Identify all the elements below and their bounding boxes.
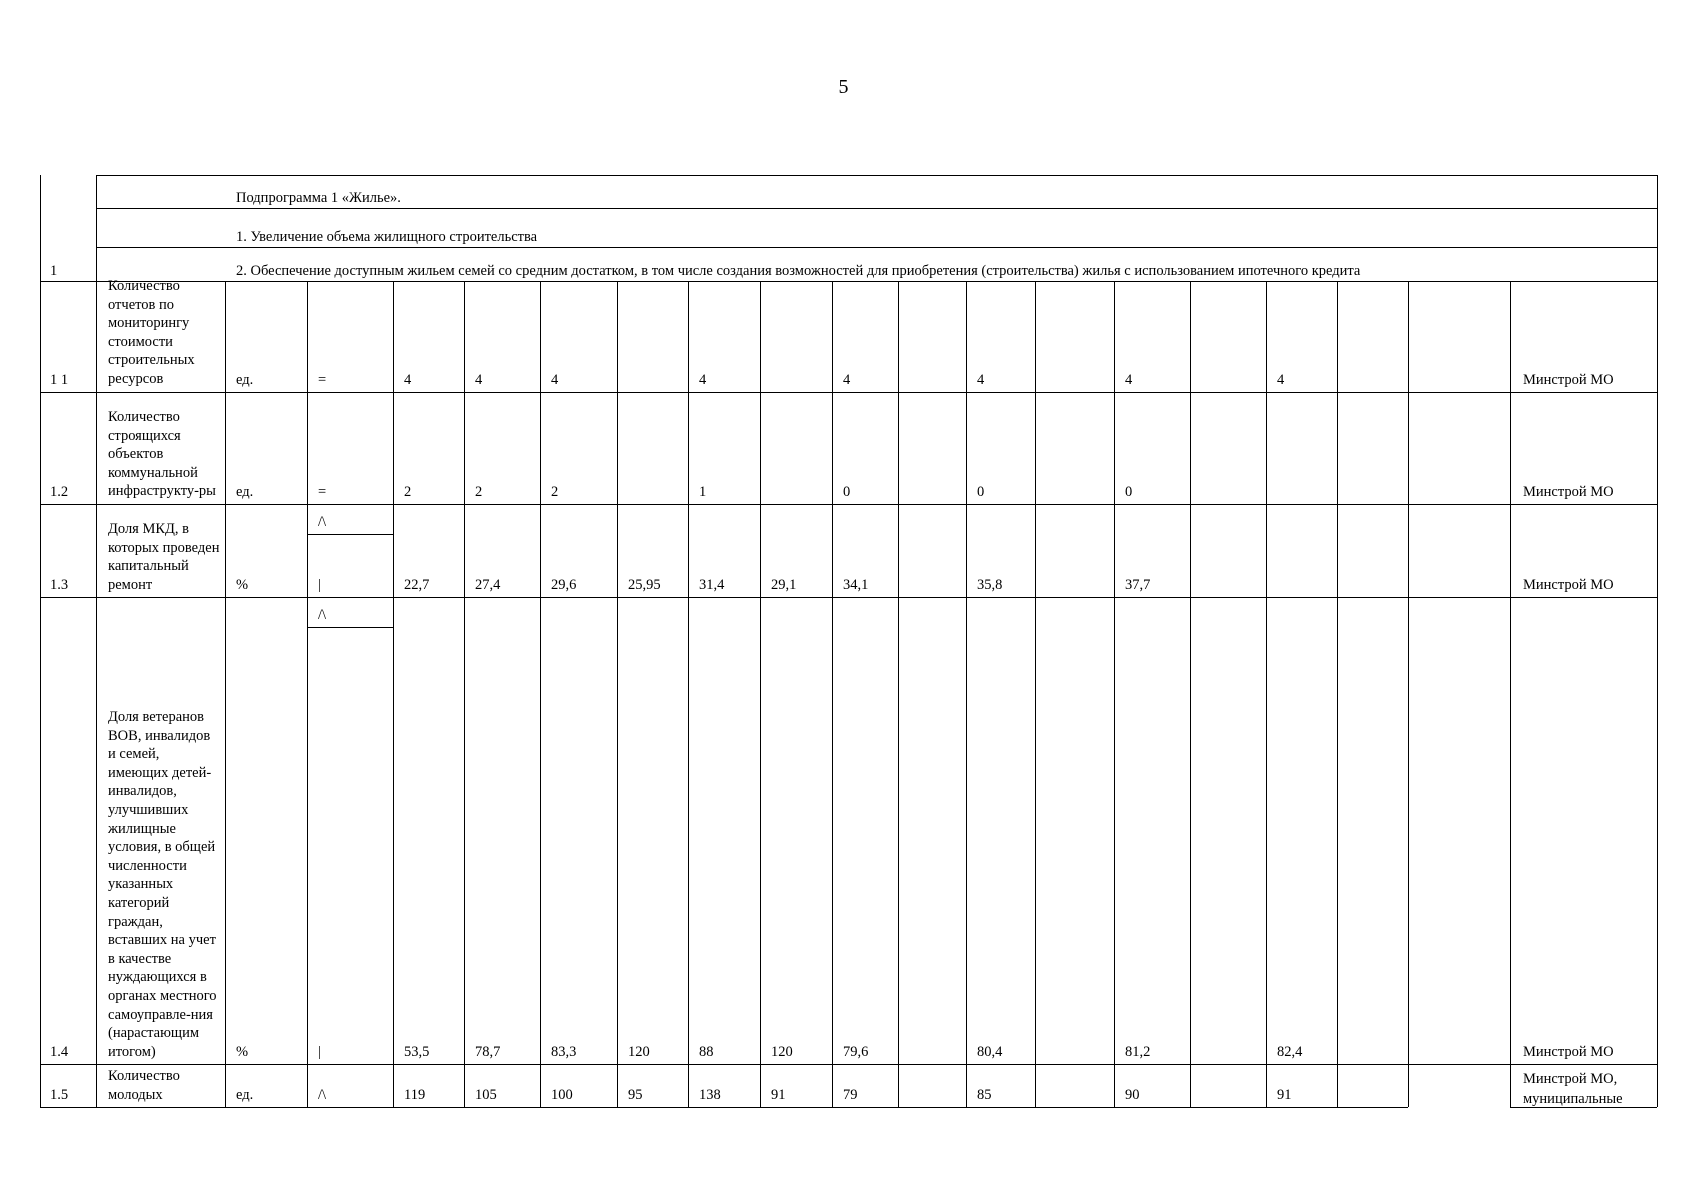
- row-number: 1.5: [50, 1087, 69, 1103]
- section-divider: [96, 208, 1657, 209]
- value-cell: 4: [1277, 372, 1285, 388]
- column-divider: [617, 281, 618, 1107]
- table-right-border: [1657, 175, 1658, 1107]
- row-number: 1.3: [50, 577, 69, 593]
- column-divider: [832, 281, 833, 1107]
- value-cell: 85: [977, 1087, 992, 1103]
- indicator-name: Доля МКД, в которых проведен капитальный ремонт: [108, 521, 220, 593]
- column-divider: [1337, 281, 1338, 1107]
- value-cell: 31,4: [699, 577, 725, 593]
- row-divider: [40, 504, 1657, 505]
- column-divider: [898, 281, 899, 1107]
- column-divider: [1510, 281, 1511, 1107]
- column-divider: [307, 281, 308, 1107]
- value-cell: 0: [977, 484, 985, 500]
- indicator-name: Количество молодых: [108, 1068, 180, 1103]
- responsible-cell: Минстрой МО, муниципальные: [1523, 1071, 1623, 1107]
- trend-cell: =: [318, 372, 327, 388]
- page-number: 5: [838, 76, 849, 98]
- value-cell: 27,4: [475, 577, 501, 593]
- indicator-name: Количество строящихся объектов коммунальной инфраструкту-ры: [108, 409, 216, 500]
- value-cell: 37,7: [1125, 577, 1151, 593]
- value-cell: 2: [475, 484, 483, 500]
- unit-cell: %: [236, 577, 249, 593]
- unit-cell: %: [236, 1044, 249, 1060]
- value-cell: 29,6: [551, 577, 577, 593]
- value-cell: 79,6: [843, 1044, 869, 1060]
- value-cell: 120: [771, 1044, 793, 1060]
- value-cell: 81,2: [1125, 1044, 1151, 1060]
- value-cell: 0: [843, 484, 851, 500]
- row-divider: [40, 597, 1657, 598]
- value-cell: 0: [1125, 484, 1133, 500]
- column-divider: [96, 175, 97, 1107]
- task-heading: 1. Увеличение объема жилищного строительства: [236, 229, 538, 245]
- value-cell: 79: [843, 1087, 858, 1103]
- trend-cell: /\: [318, 1087, 327, 1103]
- unit-cell: ед.: [236, 1087, 254, 1103]
- value-cell: 88: [699, 1044, 714, 1060]
- unit-cell: ед.: [236, 372, 254, 388]
- responsible-cell: Минстрой МО: [1523, 484, 1614, 500]
- value-cell: 100: [551, 1087, 573, 1103]
- value-cell: 29,1: [771, 577, 797, 593]
- column-divider: [966, 281, 967, 1107]
- unit-cell: ед.: [236, 484, 254, 500]
- column-divider: [760, 281, 761, 1107]
- indicator-name: Количество отчетов по мониторингу стоимости строительных ресурсов: [108, 278, 195, 387]
- value-cell: 53,5: [404, 1044, 430, 1060]
- value-cell: 1: [699, 484, 707, 500]
- value-cell: 90: [1125, 1087, 1140, 1103]
- column-divider: [464, 281, 465, 1107]
- column-divider: [688, 281, 689, 1107]
- responsible-cell: Минстрой МО: [1523, 1044, 1614, 1060]
- value-cell: 35,8: [977, 577, 1003, 593]
- trend-bar-icon: |: [318, 577, 321, 593]
- value-cell: 91: [1277, 1087, 1292, 1103]
- value-cell: 2: [551, 484, 559, 500]
- value-cell: 4: [475, 372, 483, 388]
- task-heading: 2. Обеспечение доступным жильем семей со средним достатком, в том числе создания возможностей для приобретения (строительства) жилья с использованием ипотечного кредита: [236, 263, 1361, 279]
- responsible-cell: Минстрой МО: [1523, 577, 1614, 593]
- column-divider: [225, 281, 226, 1107]
- trend-subcell-border: [307, 534, 393, 535]
- table-left-border: [40, 175, 41, 1107]
- trend-subcell-border: [307, 627, 393, 628]
- trend-arrow-icon: /\: [318, 514, 327, 530]
- value-cell: 82,4: [1277, 1044, 1303, 1060]
- value-cell: 83,3: [551, 1044, 577, 1060]
- value-cell: 95: [628, 1087, 643, 1103]
- column-divider: [1190, 281, 1191, 1107]
- trend-arrow-icon: /\: [318, 607, 327, 623]
- value-cell: 4: [843, 372, 851, 388]
- trend-cell: =: [318, 484, 327, 500]
- column-divider: [1266, 281, 1267, 1107]
- value-cell: 138: [699, 1087, 721, 1103]
- value-cell: 80,4: [977, 1044, 1003, 1060]
- row-number: 1 1: [50, 372, 69, 388]
- indicator-name: Доля ветеранов ВОВ, инвалидов и семей, имеющих детей-инвалидов, улучшивших жилищные условия, в общей численности указанных категорий граждан, вставших на учет в качестве нуждающихся в органах местного самоуправле-ния (нарастающим итогом): [108, 709, 217, 1060]
- value-cell: 4: [404, 372, 412, 388]
- value-cell: 120: [628, 1044, 650, 1060]
- column-divider: [1035, 281, 1036, 1107]
- value-cell: 2: [404, 484, 412, 500]
- value-cell: 4: [551, 372, 559, 388]
- value-cell: 4: [1125, 372, 1133, 388]
- column-divider: [1408, 281, 1409, 1107]
- responsible-cell: Минстрой МО: [1523, 372, 1614, 388]
- value-cell: 22,7: [404, 577, 430, 593]
- value-cell: 119: [404, 1087, 426, 1103]
- column-divider: [393, 281, 394, 1107]
- column-divider: [540, 281, 541, 1107]
- table-top-border: [96, 175, 1657, 176]
- table-bottom-border: [40, 1107, 1408, 1108]
- row-divider: [40, 392, 1657, 393]
- value-cell: 105: [475, 1087, 497, 1103]
- value-cell: 91: [771, 1087, 786, 1103]
- section-number: 1: [50, 263, 58, 279]
- row-number: 1.2: [50, 484, 69, 500]
- value-cell: 4: [977, 372, 985, 388]
- trend-bar-icon: |: [318, 1044, 321, 1060]
- value-cell: 4: [699, 372, 707, 388]
- row-number: 1.4: [50, 1044, 69, 1060]
- value-cell: 25,95: [628, 577, 661, 593]
- value-cell: 78,7: [475, 1044, 501, 1060]
- row-divider: [40, 1064, 1657, 1065]
- column-divider: [1114, 281, 1115, 1107]
- row-divider: [40, 281, 1657, 282]
- value-cell: 34,1: [843, 577, 869, 593]
- section-divider: [96, 247, 1657, 248]
- subprogram-title: Подпрограмма 1 «Жилье».: [236, 190, 401, 206]
